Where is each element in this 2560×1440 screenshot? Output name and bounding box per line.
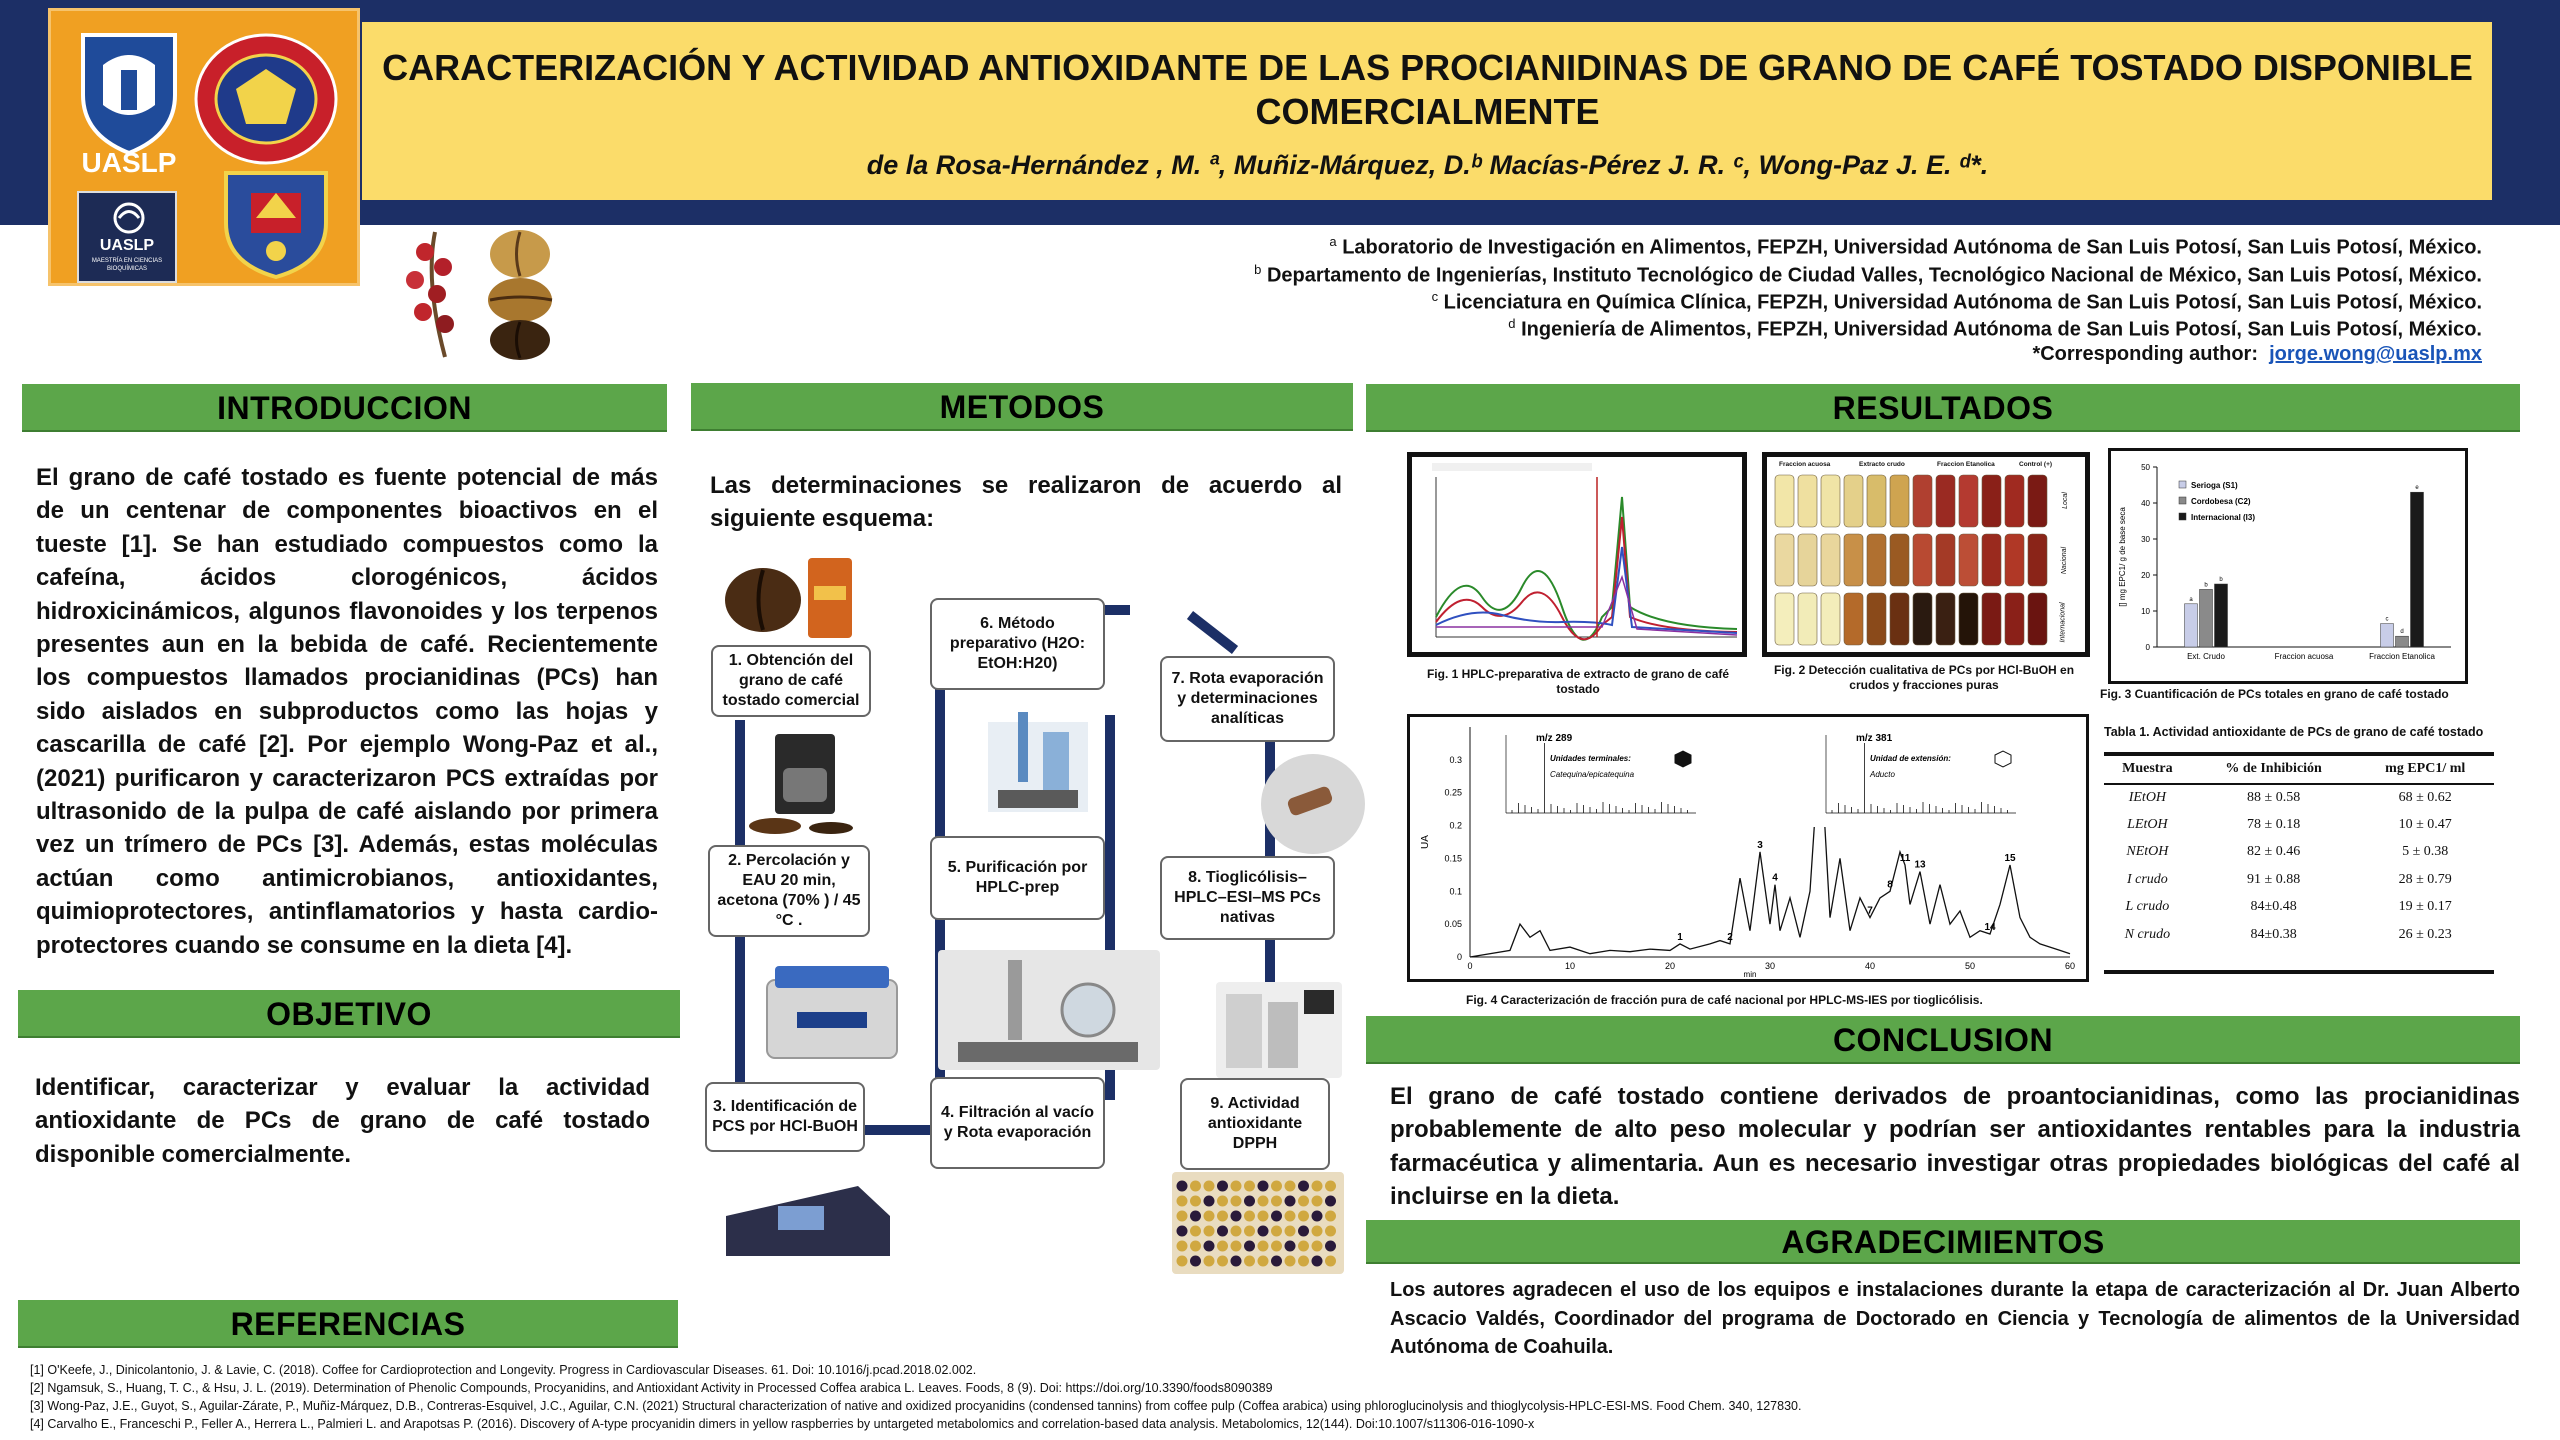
fig4-y-tick-label: 0.05 bbox=[1444, 919, 1462, 930]
plate-well bbox=[1177, 1211, 1188, 1222]
table-cell: NEtOH bbox=[2126, 844, 2169, 860]
fig4-inset-right-title: m/z 381 bbox=[1856, 733, 1893, 744]
vial bbox=[2005, 475, 2024, 527]
table-cell: N crudo bbox=[2124, 926, 2171, 942]
fig3-bar bbox=[2411, 492, 2424, 647]
fig3-bar-label: e bbox=[2415, 485, 2419, 492]
uaslp-shield-logo bbox=[73, 25, 185, 165]
fig3-y-tick-label: 40 bbox=[2141, 499, 2150, 508]
affiliation-c bbox=[1432, 289, 2482, 315]
fig4-peak-label: 13 bbox=[1914, 859, 1926, 871]
plate-well bbox=[1298, 1256, 1309, 1267]
plate-well bbox=[1312, 1196, 1323, 1207]
vial bbox=[1821, 475, 1840, 527]
plate-well bbox=[1312, 1211, 1323, 1222]
plate-well bbox=[1217, 1181, 1228, 1192]
fig4-peak-label: 8 bbox=[1887, 879, 1893, 891]
vial bbox=[1821, 534, 1840, 586]
fig4-x-tick-label: 0 bbox=[1467, 961, 1473, 971]
vial bbox=[1913, 475, 1932, 527]
fig4-inset-left-hexagon-icon bbox=[1675, 751, 1691, 767]
plate-well bbox=[1244, 1211, 1255, 1222]
reference-2: [2] Ngamsuk, S., Huang, T. C., & Hsu, J. L. (2019). Determination of Phenolic Compounds, Procyanidins, and Antioxidant Activity in Processed Coffea arabica L. Leaves. Foods, 8 (9). Doi: https://doi.org/10.3390/foods8090389 bbox=[30, 1381, 1273, 1395]
rotavap-image bbox=[938, 950, 1160, 1070]
fig3-x-tick-label: Ext. Crudo bbox=[2187, 652, 2225, 661]
table-cell: L crudo bbox=[2125, 899, 2170, 915]
objetivo-header: OBJETIVO bbox=[18, 990, 680, 1038]
vial bbox=[1936, 475, 1955, 527]
sample-tube-image bbox=[1258, 752, 1368, 856]
method-step-3: 3. Identificación de PCS por HCl-BuOH bbox=[705, 1082, 865, 1152]
vial bbox=[1844, 475, 1863, 527]
plate-well bbox=[1285, 1226, 1296, 1237]
plate-well bbox=[1298, 1196, 1309, 1207]
fig3-bar-label: b bbox=[2204, 582, 2208, 589]
fig4-y-tick-label: 0.2 bbox=[1449, 820, 1462, 831]
plate-well bbox=[1204, 1211, 1215, 1222]
table-cell: 82 ± 0.46 bbox=[2247, 844, 2301, 860]
corresponding-label: *Corresponding author: bbox=[2032, 343, 2258, 365]
plate-well bbox=[1204, 1256, 1215, 1267]
table-row bbox=[2104, 784, 2494, 812]
plate-well bbox=[1217, 1226, 1228, 1237]
plate-well bbox=[1177, 1196, 1188, 1207]
fig2-vials bbox=[1771, 471, 2053, 651]
plate-well bbox=[1244, 1196, 1255, 1207]
plate-well bbox=[1190, 1196, 1201, 1207]
authors-line: de la Rosa-Hernández , M. ª, Muñiz-Márquez, D.ᵇ Macías-Pérez J. R. ᶜ, Wong-Paz J. E. ᵈ*. bbox=[866, 150, 1989, 180]
plate-well bbox=[1231, 1211, 1242, 1222]
fig3-x-tick-label: Fraccion acuosa bbox=[2274, 652, 2334, 661]
plate-well bbox=[1298, 1181, 1309, 1192]
fig2-col-2: Extracto crudo bbox=[1859, 461, 1905, 468]
fig3-y-label: [] mg EPC1/ g de base seca bbox=[2118, 507, 2127, 607]
fig3-bar-label: b bbox=[2219, 577, 2223, 583]
reference-3: [3] Wong-Paz, J.E., Guyot, S., Aguilar-Zárate, P., Muñiz-Márquez, D.B., Contreras-Esquivel, J.C., Aguilar, C.N. (2021) Structural characterization of native and oxidized procyanidins (condensed tannins) from coffee pulp (Coffea arabica) using phloroglucinolysis and thioglycolysis-HPLC-ESI-MS. Food Chem. 340, 127830. bbox=[30, 1399, 1802, 1413]
fig3-legend-swatch bbox=[2179, 497, 2186, 504]
fig4-y-tick-label: 0.25 bbox=[1444, 787, 1462, 798]
vial bbox=[1821, 593, 1840, 645]
vial bbox=[1959, 534, 1978, 586]
spectrophotometer-image bbox=[718, 1176, 896, 1268]
maestria-emblem-icon bbox=[109, 201, 149, 235]
plate-well bbox=[1204, 1196, 1215, 1207]
fig4-y-tick-label: 0.1 bbox=[1449, 886, 1462, 897]
fig4-inset-left-label1: Unidades terminales: bbox=[1550, 754, 1631, 763]
fig2-hcl-buoh bbox=[1762, 452, 2090, 657]
plate-well bbox=[1190, 1211, 1201, 1222]
fig4-hplc-ms bbox=[1407, 714, 2089, 982]
plate-well bbox=[1231, 1256, 1242, 1267]
resultados-header: RESULTADOS bbox=[1366, 384, 2520, 432]
coffee-maker-image bbox=[745, 728, 865, 838]
ultrasonic-bath-image bbox=[757, 958, 907, 1066]
plate-well bbox=[1204, 1226, 1215, 1237]
plate-well bbox=[1325, 1181, 1336, 1192]
method-step-4: 4. Filtración al vacío y Rota evaporación bbox=[930, 1077, 1105, 1169]
plate-well bbox=[1271, 1181, 1282, 1192]
table-cell: 84±0.38 bbox=[2250, 926, 2297, 942]
plate-well bbox=[1312, 1226, 1323, 1237]
maestria-logo bbox=[77, 191, 177, 283]
logo-panel bbox=[48, 8, 360, 286]
fig4-inset-right-label2: Aducto bbox=[1870, 770, 1895, 779]
table-cell: 28 ± 0.79 bbox=[2398, 871, 2452, 887]
metodos-intro: Las determinaciones se realizaron de acuerdo al siguiente esquema: bbox=[710, 472, 1342, 533]
fig3-y-tick-label: 30 bbox=[2141, 535, 2150, 544]
table-cell: 68 ± 0.62 bbox=[2398, 789, 2452, 805]
plate-well bbox=[1298, 1226, 1309, 1237]
fig3-legend-label: Serioga (S1) bbox=[2191, 481, 2238, 490]
affiliation-c-text: Licenciatura en Química Clínica, FEPZH, Universidad Autónoma de San Luis Potosí, San Luis Potosí, México. bbox=[1443, 291, 2482, 314]
table-cell: 84±0.48 bbox=[2250, 899, 2297, 915]
vial bbox=[2005, 534, 2024, 586]
table-cell: 88 ± 0.58 bbox=[2247, 789, 2301, 805]
fig3-bar bbox=[2381, 624, 2394, 647]
vial bbox=[1798, 593, 1817, 645]
affiliation-b-text: Departamento de Ingenierías, Instituto Tecnológico de Ciudad Valles, Tecnológico Nacional de México, San Luis Potosí, México. bbox=[1266, 264, 2482, 287]
vial bbox=[1867, 593, 1886, 645]
fig4-x-tick-label: 40 bbox=[1864, 961, 1876, 971]
vial bbox=[2028, 593, 2047, 645]
fig3-y-tick-label: 50 bbox=[2141, 463, 2150, 472]
vial bbox=[1982, 593, 2001, 645]
fig3-y-tick-label: 20 bbox=[2141, 571, 2150, 580]
dpph-microplate-image bbox=[1172, 1172, 1344, 1274]
fig3-bar bbox=[2396, 636, 2409, 647]
table-header-inhibicion: % de Inhibición bbox=[2191, 756, 2357, 784]
fig1-chromatogram bbox=[1412, 457, 1742, 652]
fig3-legend-label: Cordobesa (C2) bbox=[2191, 497, 2251, 506]
fig3-legend-swatch bbox=[2179, 513, 2186, 520]
fig1-hplc-prep bbox=[1407, 452, 1747, 657]
plate-well bbox=[1217, 1211, 1228, 1222]
coffee-bag-image bbox=[718, 552, 858, 642]
method-step-6: 6. Método preparativo (H2O: EtOH:H20) bbox=[930, 598, 1105, 690]
table-cell: 78 ± 0.18 bbox=[2247, 816, 2301, 832]
table-header-muestra: Muestra bbox=[2104, 756, 2191, 784]
plate-well bbox=[1190, 1256, 1201, 1267]
plate-well bbox=[1190, 1241, 1201, 1252]
vial bbox=[1936, 593, 1955, 645]
vial bbox=[1775, 475, 1794, 527]
plate-well bbox=[1285, 1241, 1296, 1252]
fig2-row-3: Internacional bbox=[2059, 602, 2067, 643]
affiliation-d bbox=[1508, 316, 2482, 342]
vial bbox=[1959, 475, 1978, 527]
fig1-caption: Fig. 1 HPLC-preparativa de extracto de grano de café tostado bbox=[1426, 667, 1730, 696]
intro-header: INTRODUCCION bbox=[22, 384, 667, 432]
coffee-cherries-image bbox=[395, 222, 580, 362]
plate-well bbox=[1325, 1256, 1336, 1267]
plate-well bbox=[1217, 1196, 1228, 1207]
plate-well bbox=[1190, 1181, 1201, 1192]
vial bbox=[2028, 534, 2047, 586]
method-step-8: 8. Tioglicólisis–HPLC–ESI–MS PCs nativas bbox=[1160, 856, 1335, 940]
vial bbox=[1982, 475, 2001, 527]
corresponding-author bbox=[2032, 343, 2482, 366]
poster-title-line2: COMERCIALMENTE bbox=[1255, 91, 1600, 132]
fig2-col-4: Control (+) bbox=[2019, 461, 2053, 468]
table-row bbox=[2104, 839, 2494, 867]
fig4-x-tick-label: 30 bbox=[1764, 961, 1776, 971]
poster-title-line1: CARACTERIZACIÓN Y ACTIVIDAD ANTIOXIDANTE DE LAS PROCIANIDINAS DE GRANO DE CAFÉ TOSTADO DISPONIBLE bbox=[382, 47, 2473, 88]
fig3-y-tick-label: 0 bbox=[2145, 643, 2150, 652]
plate-well bbox=[1312, 1181, 1323, 1192]
vial bbox=[1890, 534, 1909, 586]
fig3-bar bbox=[2215, 584, 2228, 647]
plate-well bbox=[1325, 1241, 1336, 1252]
plate-well bbox=[1231, 1226, 1242, 1237]
vial bbox=[1936, 534, 1955, 586]
plate-well bbox=[1244, 1226, 1255, 1237]
vial bbox=[1890, 475, 1909, 527]
plate-well bbox=[1204, 1241, 1215, 1252]
fig2-row-1: Local bbox=[2061, 492, 2069, 509]
plate-well bbox=[1177, 1226, 1188, 1237]
maestria-logo-text: UASLP bbox=[99, 237, 155, 254]
plate-well bbox=[1177, 1256, 1188, 1267]
metodos-header: METODOS bbox=[691, 383, 1353, 431]
fig2-col-3: Fraccion Etanolica bbox=[1937, 461, 1995, 468]
affiliation-d-sup: d bbox=[1508, 316, 1516, 331]
fig4-peak-label: 7 bbox=[1867, 905, 1873, 917]
fig4-inset-left-title: m/z 289 bbox=[1536, 733, 1573, 744]
plate-well bbox=[1325, 1196, 1336, 1207]
plate-well bbox=[1258, 1196, 1269, 1207]
references-list bbox=[30, 1361, 2130, 1433]
fig4-x-tick-label: 10 bbox=[1564, 961, 1576, 971]
table-row bbox=[2104, 894, 2494, 922]
affiliation-c-sup: c bbox=[1431, 289, 1439, 304]
fig4-x-tick-label: 60 bbox=[2064, 961, 2076, 971]
affiliation-a bbox=[1329, 234, 2482, 260]
fig3-bar bbox=[2185, 604, 2198, 647]
plate-well bbox=[1298, 1241, 1309, 1252]
table1-box bbox=[2104, 752, 2494, 974]
fig4-y-tick-label: 0.3 bbox=[1449, 754, 1462, 765]
table-cell: 26 ± 0.23 bbox=[2398, 926, 2452, 942]
vial bbox=[1982, 534, 2001, 586]
vial bbox=[1959, 593, 1978, 645]
poster-title bbox=[370, 46, 2485, 134]
vial bbox=[1913, 593, 1932, 645]
plate-well bbox=[1285, 1181, 1296, 1192]
fig3-bar-chart bbox=[2111, 451, 2465, 681]
plate-well bbox=[1285, 1196, 1296, 1207]
coat-of-arms-logo bbox=[211, 163, 341, 281]
plate-well bbox=[1231, 1241, 1242, 1252]
plate-well bbox=[1271, 1211, 1282, 1222]
uaslp-logo-text: UASLP bbox=[81, 147, 177, 178]
table-row bbox=[2104, 811, 2494, 839]
fig4-peak-label: 3 bbox=[1757, 839, 1763, 851]
fig3-bar-label: a bbox=[2189, 596, 2193, 603]
fig4-peak-label: 14 bbox=[1984, 922, 1996, 933]
vial bbox=[1890, 593, 1909, 645]
agradecimientos-text: Los autores agradecen el uso de los equipos e instalaciones durante la etapa de caracterización al Dr. Juan Alberto Ascacio Valdés, Coordinador del programa de Doctorado en Ciencia y Tecnología de alimentos de la Universidad Autónoma de Coahuila. bbox=[1390, 1279, 2520, 1358]
conclusion-header: CONCLUSION bbox=[1366, 1016, 2520, 1064]
plate-well bbox=[1244, 1256, 1255, 1267]
vial bbox=[2028, 475, 2047, 527]
plate-well bbox=[1177, 1241, 1188, 1252]
plate-well bbox=[1312, 1241, 1323, 1252]
table-cell: 91 ± 0.88 bbox=[2247, 871, 2301, 887]
plate-well bbox=[1271, 1241, 1282, 1252]
intro-text: El grano de café tostado es fuente potencial de más de un centenar de componentes bioactivos en el tueste [1]. Se han estudiado compuestos como la cafeína, ácidos clorogénicos, ácidos hidroxicinámicos, algunos flavonoides y los terpenos presentes aun en la bebida de café. Recientemente los compuestos llamados procianidinas (PCs) han sido aislados en subproductos como las hojas y cascarilla de café [2]. Por ejemplo Wong-Paz et al., (2021) purificaron y caracterizaron PCS extraídas por ultrasonido de la pulpa de café aislando por primera vez un trímero de PCs [3]. Además, estas moléculas actúan como antimicrobianos, antioxidantes, quimioprotectores, antinflamatorios y hasta cardio-protectores cuando se consume en la dieta [4]. bbox=[36, 464, 658, 959]
fig4-y-tick-label: 0.15 bbox=[1444, 853, 1462, 864]
table-cell: 5 ± 0.38 bbox=[2402, 844, 2449, 860]
fig4-peak-label: 15 bbox=[2004, 853, 2016, 864]
reference-4: [4] Carvalho E., Franceschi P., Feller A., Herrera L., Palmieri L. and Arapotsas P. (2016). Discovery of A-type procyanidin dimers in yellow raspberries by untargeted metabolomics and correlation-based data analysis. Metabolomics, 12(144). Doi:10.1007/s11306-016-1090-x bbox=[30, 1417, 1535, 1431]
table-row bbox=[2104, 866, 2494, 894]
table-row bbox=[2104, 921, 2494, 949]
red-seal-logo bbox=[191, 29, 341, 169]
table-cell: 10 ± 0.47 bbox=[2398, 816, 2452, 832]
plate-well bbox=[1285, 1211, 1296, 1222]
affiliation-b bbox=[1254, 262, 2482, 288]
plate-well bbox=[1258, 1241, 1269, 1252]
objetivo-text: Identificar, caracterizar y evaluar la actividad antioxidante de PCs de grano de café tostado disponible comercialmente. bbox=[35, 1074, 650, 1168]
fig3-legend-label: Internacional (I3) bbox=[2191, 513, 2256, 522]
vial bbox=[1844, 593, 1863, 645]
fig3-quantification bbox=[2108, 448, 2468, 684]
table-cell: IEtOH bbox=[2128, 789, 2167, 805]
plate-well bbox=[1298, 1211, 1309, 1222]
plate-well bbox=[1244, 1241, 1255, 1252]
table-cell: I crudo bbox=[2126, 871, 2168, 887]
fig4-peak-label: 4 bbox=[1772, 872, 1778, 884]
affiliation-d-text: Ingeniería de Alimentos, FEPZH, Universidad Autónoma de San Luis Potosí, San Luis Potosí, México. bbox=[1521, 318, 2482, 341]
reference-1: [1] O'Keefe, J., Dinicolantonio, J. & Lavie, C. (2018). Coffee for Cardioprotection and Longevity. Progress in Cardiovascular Diseases. 61. Doi: 10.1016/j.pcad.2018.02.002. bbox=[30, 1363, 977, 1377]
fig4-peak-label: 1 bbox=[1677, 931, 1683, 943]
vial bbox=[1798, 534, 1817, 586]
fig4-inset-right-box bbox=[1810, 729, 2020, 827]
plate-well bbox=[1217, 1241, 1228, 1252]
plate-well bbox=[1190, 1226, 1201, 1237]
fig3-caption: Fig. 3 Cuantificación de PCs totales en grano de café tostado bbox=[2100, 687, 2449, 701]
fig4-caption: Fig. 4 Caracterización de fracción pura de café nacional por HPLC-MS-IES por tioglicólisis. bbox=[1466, 993, 1983, 1007]
table-cell: LEtOH bbox=[2127, 816, 2168, 832]
fig4-inset-right-label1: Unidad de extensión: bbox=[1870, 754, 1951, 763]
vial bbox=[1775, 534, 1794, 586]
referencias-header: REFERENCIAS bbox=[18, 1300, 678, 1348]
table1-title: Tabla 1. Actividad antioxidante de PCs de grano de café tostado bbox=[2104, 725, 2484, 739]
fig4-x-tick-label: 50 bbox=[1964, 961, 1976, 971]
method-step-9: 9. Actividad antioxidante DPPH bbox=[1180, 1078, 1330, 1170]
fig2-caption: Fig. 2 Detección cualitativa de PCs por HCl-BuOH en crudos y fracciones puras bbox=[1773, 663, 2075, 692]
fig3-bar bbox=[2200, 589, 2213, 647]
vial bbox=[2005, 593, 2024, 645]
plate-well bbox=[1177, 1181, 1188, 1192]
fig2-col-1: Fraccion acuosa bbox=[1779, 461, 1831, 468]
fig3-bar-label: c bbox=[2385, 616, 2389, 623]
plate-well bbox=[1258, 1256, 1269, 1267]
agradecimientos-header: AGRADECIMIENTOS bbox=[1366, 1220, 2520, 1264]
maestria-logo-sub: MAESTRÍA EN CIENCIAS BIOQUÍMICAS bbox=[91, 258, 163, 272]
fig4-chromatogram bbox=[1410, 717, 2086, 979]
plate-well bbox=[1244, 1181, 1255, 1192]
antioxidant-table bbox=[2104, 756, 2494, 949]
plate-well bbox=[1285, 1256, 1296, 1267]
vial bbox=[1775, 593, 1794, 645]
method-step-2: 2. Percolación y EAU 20 min, acetona (70% ) / 45 °C . bbox=[708, 845, 870, 937]
conclusion-text: El grano de café tostado contiene derivados de proantocianidinas, como las procianidinas probablemente de alto peso molecular y podrían ser antioxidantes rentables para la industria farmacéutica y alimentaria. Aun es necesario investigar otras propiedades biológicas del café al incluirse en la dieta. bbox=[1390, 1083, 2520, 1211]
affiliation-a-sup: a bbox=[1329, 234, 1337, 249]
plate-well bbox=[1312, 1256, 1323, 1267]
table-cell: 19 ± 0.17 bbox=[2398, 899, 2452, 915]
fig4-x-label: min bbox=[1743, 970, 1757, 979]
fig3-y-tick-label: 10 bbox=[2141, 607, 2150, 616]
fig4-inset-right-hexagon-icon bbox=[1995, 751, 2011, 767]
plate-well bbox=[1258, 1226, 1269, 1237]
affiliation-a-text: Laboratorio de Investigación en Alimentos, FEPZH, Universidad Autónoma de San Luis Potosí, San Luis Potosí, México. bbox=[1342, 236, 2482, 259]
plate-well bbox=[1217, 1256, 1228, 1267]
plate-well bbox=[1231, 1181, 1242, 1192]
vial bbox=[1798, 475, 1817, 527]
vial bbox=[1913, 534, 1932, 586]
plate-well bbox=[1271, 1196, 1282, 1207]
method-step-5: 5. Purificación por HPLC-prep bbox=[930, 836, 1105, 920]
fig2-row-2: Nacional bbox=[2061, 546, 2069, 575]
method-step-1: 1. Obtención del grano de café tostado comercial bbox=[711, 645, 871, 717]
fig4-peak-label: 2 bbox=[1727, 931, 1733, 943]
fig4-x-tick-label: 20 bbox=[1664, 961, 1676, 971]
plate-well bbox=[1271, 1256, 1282, 1267]
fig3-legend-swatch bbox=[2179, 481, 2186, 488]
plate-well bbox=[1258, 1211, 1269, 1222]
fig4-peak-label: 11 bbox=[1899, 853, 1911, 864]
method-step-7: 7. Rota evaporación y determinaciones analíticas bbox=[1160, 656, 1335, 742]
plate-well bbox=[1204, 1181, 1215, 1192]
table-header-mg: mg EPC1/ ml bbox=[2356, 756, 2494, 784]
vial bbox=[1867, 534, 1886, 586]
plate-well bbox=[1271, 1226, 1282, 1237]
plate-well bbox=[1231, 1196, 1242, 1207]
plate-well bbox=[1258, 1181, 1269, 1192]
fig3-bar-label: d bbox=[2400, 629, 2404, 636]
affiliation-b-sup: b bbox=[1254, 262, 1262, 277]
fig3-x-tick-label: Fraccion Etanolica bbox=[2369, 652, 2435, 661]
table-header-row bbox=[2104, 756, 2494, 784]
fig4-inset-left-label2: Catequina/epicatequina bbox=[1550, 770, 1635, 779]
vial bbox=[1867, 475, 1886, 527]
lcms-equipment-image bbox=[1216, 982, 1342, 1078]
plate-well bbox=[1325, 1226, 1336, 1237]
fig4-y-tick-label: 0 bbox=[1456, 952, 1462, 962]
plate-well bbox=[1325, 1211, 1336, 1222]
corresponding-email-link[interactable]: jorge.wong@uaslp.mx bbox=[2269, 343, 2482, 365]
vial bbox=[1844, 534, 1863, 586]
hplc-prep-image bbox=[978, 702, 1098, 822]
fig4-y-label: UA bbox=[1420, 835, 1431, 849]
